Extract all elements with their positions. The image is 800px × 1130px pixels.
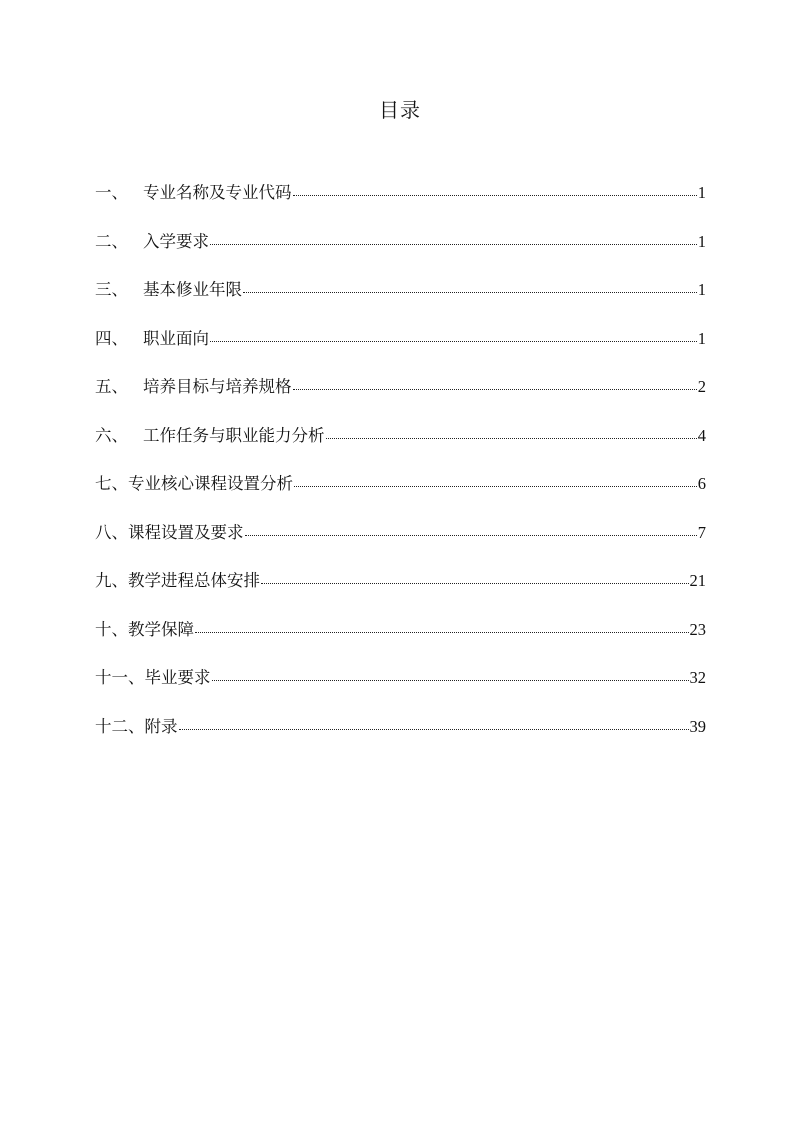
toc-entry-number: 六、 [95,425,128,445]
toc-entry-5[interactable] [95,374,706,423]
toc-entry-4[interactable] [95,326,706,375]
toc-entry-page: 2 [697,377,706,396]
toc-entry-page: 39 [689,716,706,736]
toc-entry-page: 1 [697,231,706,251]
toc-entry-2[interactable] [95,229,706,278]
toc-entry-7[interactable] [95,471,706,520]
toc-entry-page: 23 [689,619,706,639]
toc-entry-number: 五、 [95,377,128,396]
toc-entry-page: 1 [697,183,706,202]
dot-leader [210,230,697,247]
toc-entry-number: 八、 [95,522,128,542]
toc-entry-title: 专业核心课程设置分析 [128,474,293,493]
toc-entry-page: 6 [697,474,706,493]
toc-entry-title: 基本修业年限 [143,280,242,299]
toc-entry-title: 工作任务与职业能力分析 [143,425,325,445]
dot-leader [261,570,689,587]
table-of-contents [95,180,706,762]
toc-entry-page: 1 [697,328,706,348]
toc-entry-6[interactable] [95,423,706,472]
toc-entry-9[interactable] [95,568,706,617]
dot-leader [243,279,697,296]
dot-leader [195,618,689,635]
toc-entry-title: 课程设置及要求 [128,522,244,542]
toc-entry-8[interactable] [95,520,706,569]
toc-entry-3[interactable] [95,277,706,326]
dot-leader [326,424,697,441]
toc-entry-page: 1 [697,280,706,299]
toc-entry-1[interactable] [95,180,706,229]
dot-leader [210,327,697,344]
toc-entry-number: 九、 [95,571,128,590]
toc-entry-page: 32 [689,668,706,687]
toc-entry-number: 七、 [95,474,128,493]
toc-entry-title: 入学要求 [143,231,209,251]
dot-leader [293,376,697,393]
toc-entry-title: 毕业要求 [144,668,211,687]
toc-entry-number: 十一、 [95,668,145,687]
toc-entry-11[interactable] [95,665,706,714]
toc-entry-page: 4 [697,425,706,445]
toc-entry-number: 一、 [95,183,128,202]
toc-entry-number: 三、 [95,280,128,299]
toc-entry-title: 培养目标与培养规格 [143,377,292,396]
toc-entry-title: 职业面向 [143,328,209,348]
dot-leader [245,521,697,538]
toc-entry-title: 专业名称及专业代码 [143,183,292,202]
toc-entry-12[interactable] [95,714,706,763]
toc-entry-title: 教学保障 [128,619,194,639]
dot-leader [212,667,689,684]
toc-entry-number: 二、 [95,231,128,251]
toc-entry-10[interactable] [95,617,706,666]
toc-title: 目录 [379,98,421,122]
toc-entry-number: 四、 [95,328,128,348]
toc-entry-title: 教学进程总体安排 [128,571,260,590]
toc-entry-number: 十二、 [95,716,145,736]
toc-entry-title: 附录 [144,716,178,736]
dot-leader [179,715,689,732]
toc-entry-page: 21 [689,571,706,590]
dot-leader [293,182,697,199]
dot-leader [294,473,697,490]
toc-entry-page: 7 [697,522,706,542]
toc-entry-number: 十、 [95,619,128,639]
